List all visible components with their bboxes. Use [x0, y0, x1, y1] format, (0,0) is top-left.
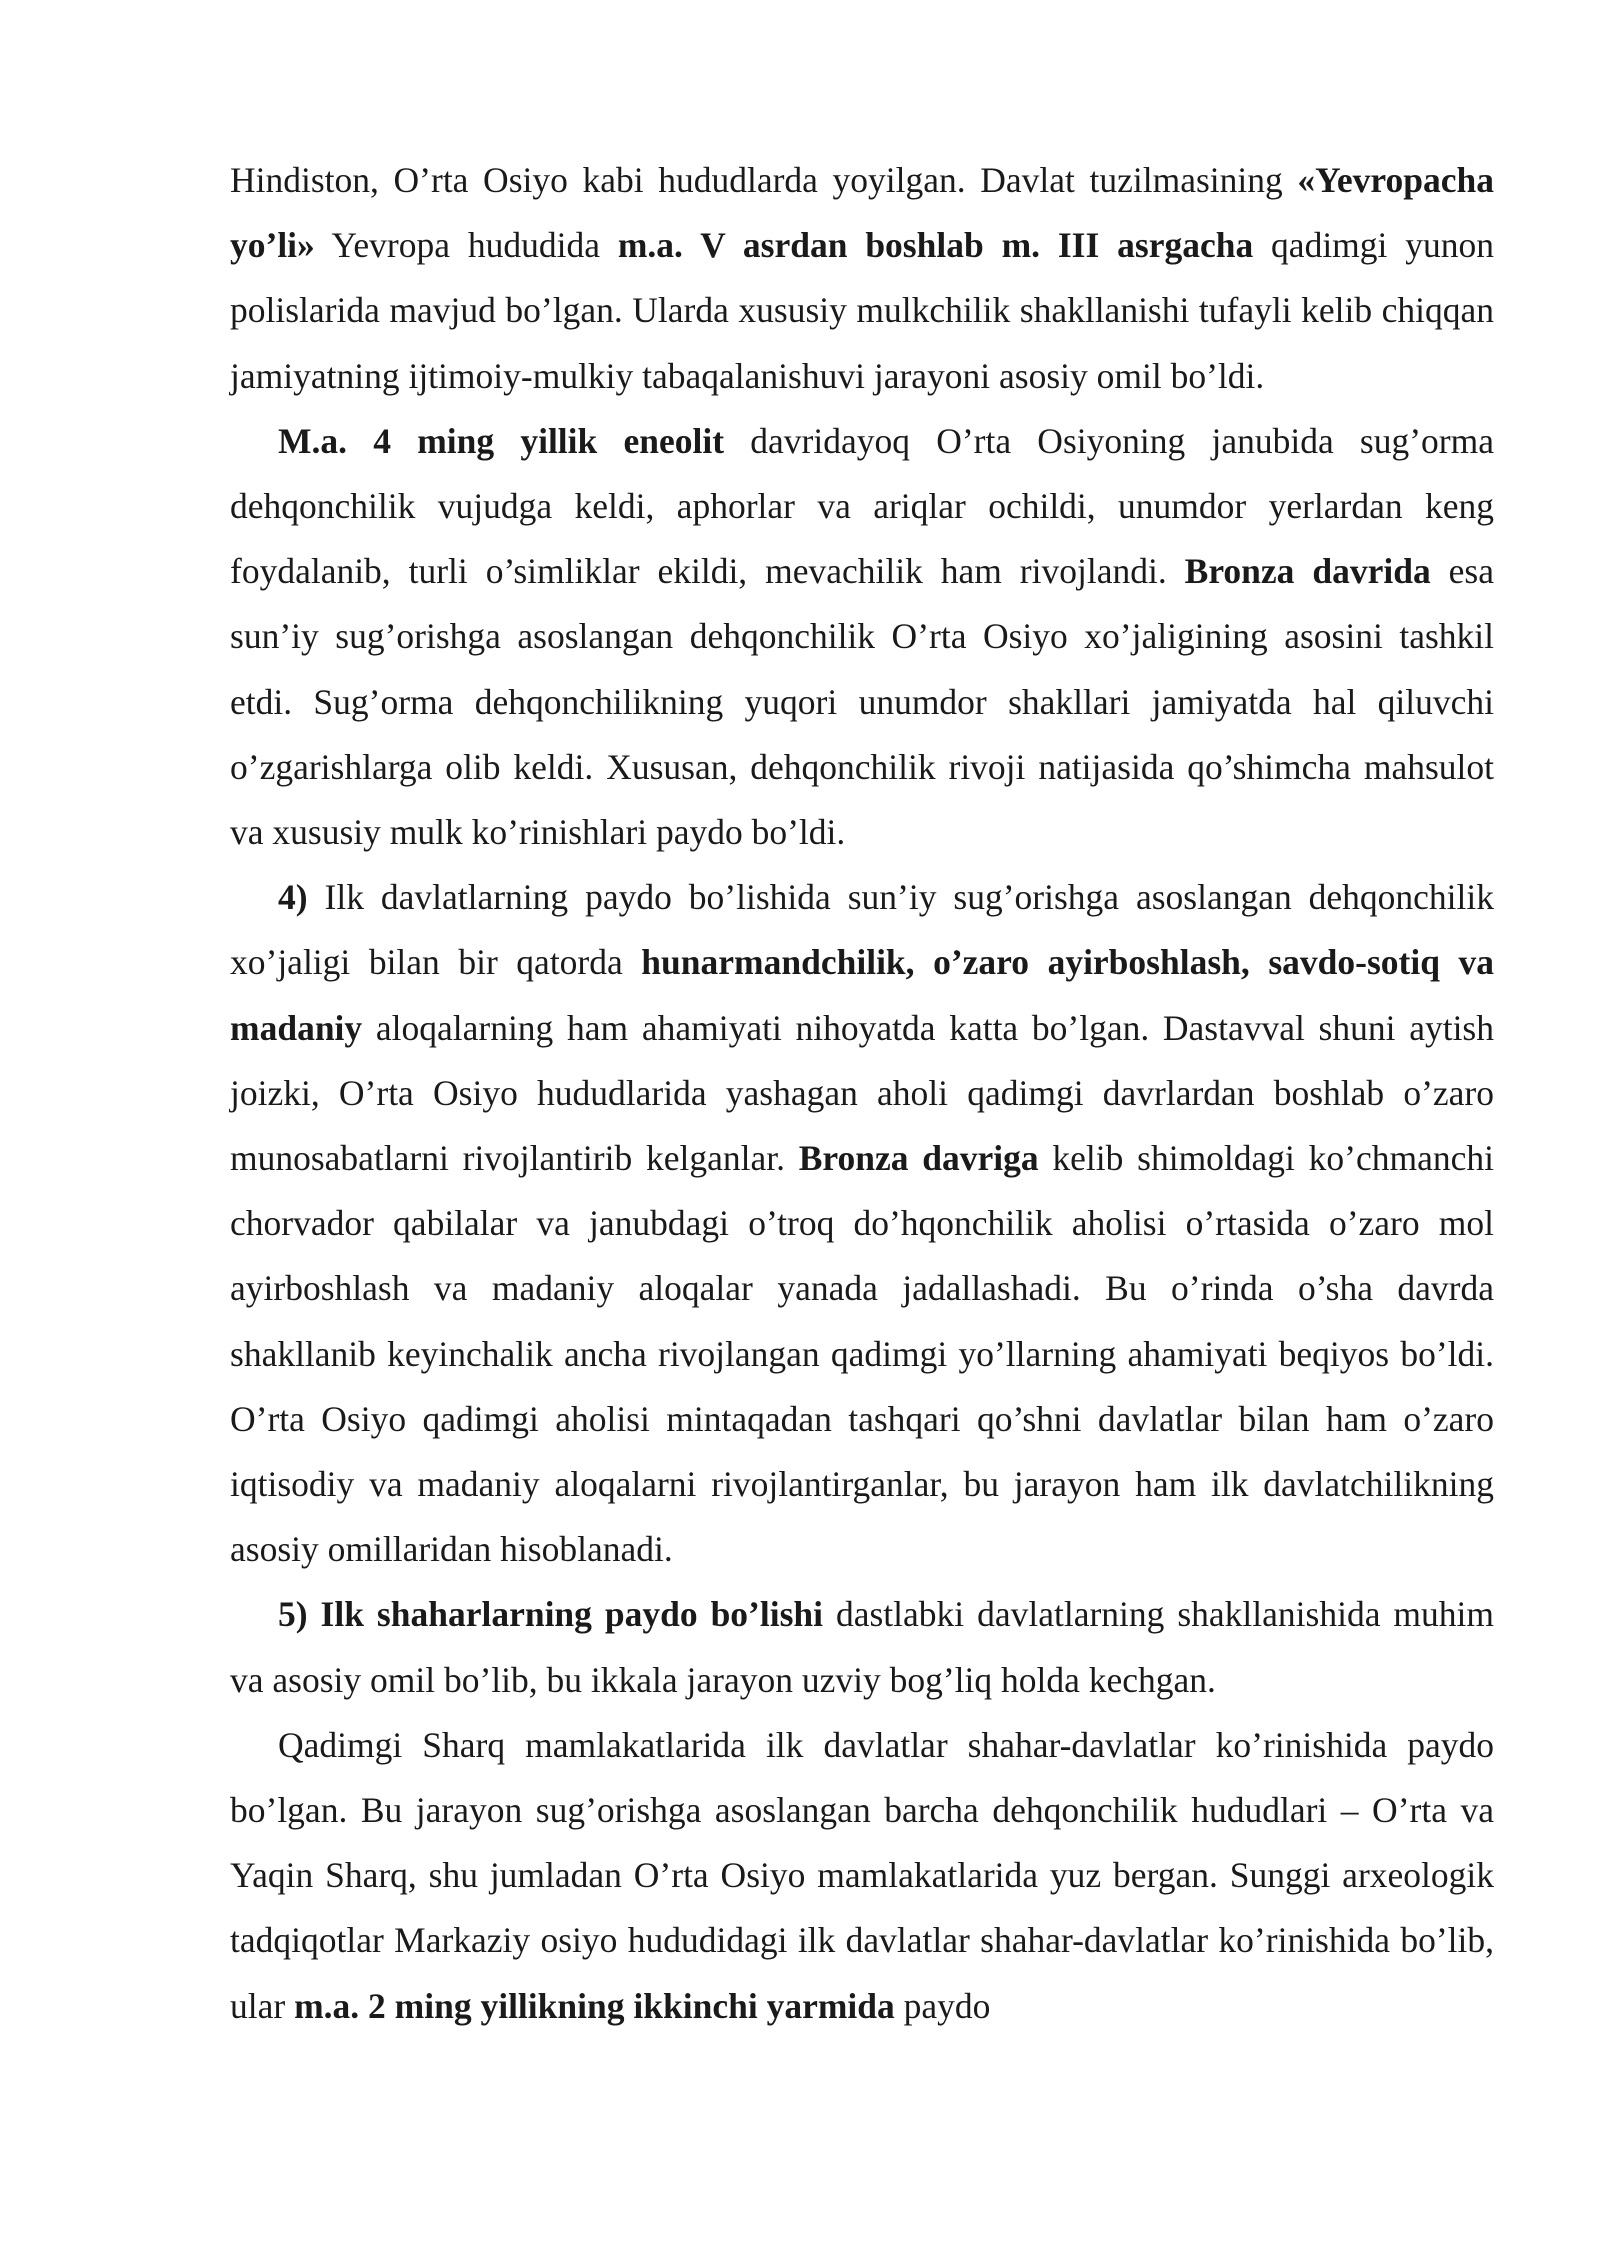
text-segment: esa sun’iy sug’orishga asoslangan dehqonchilik O’rta Osiyo xo’jaligining asosini tashkil etdi. Sug’orma dehqonchilikning yuqori unumdor shakllari jamiyatda hal qiluvchi o’zgarishlarga olib keldi. Xususan, dehqonchilik rivoji natijasida qo’shimcha mahsulot va xususiy mulk ko’rinishlari paydo bo’ldi. [230, 551, 1494, 853]
paragraph-4 [230, 1582, 1494, 1712]
text-segment: Yevropa hududida [314, 225, 618, 266]
paragraph-5 [230, 1713, 1494, 2039]
bold-text-segment: «Yevropacha yo’li» [230, 160, 1494, 266]
bold-text-segment: m.a. V asrdan boshlab m. III asrgacha [617, 225, 1254, 266]
bold-text-segment: Bronza davriga [798, 1138, 1039, 1179]
bold-text-segment: Bronza davrida [1184, 551, 1431, 592]
text-segment: dastlabki davlatlarning shakllanishida muhim va asosiy omil bo’lib, bu ikkala jarayon uzviy bog’liq holda kechgan. [230, 1594, 1494, 1700]
text-segment: davridayoq O’rta Osiyoning janubida sug’orma dehqonchilik vujudga keldi, aphorlar va ariqlar ochildi, unumdor yerlardan keng foydalanib, turli o’simliklar ekildi, mevachilik ham rivojlandi. [230, 420, 1494, 592]
bold-text-segment: 4) [278, 877, 308, 918]
text-segment: Hindiston, O’rta Osiyo kabi hududlarda yoyilgan. Davlat tuzilmasining [230, 160, 1298, 200]
text-segment: aloqalarning ham ahamiyati nihoyatda katta bo’lgan. Dastavval shuni aytish joizki, O’rta Osiyo hududlarida yashagan aholi qadimgi davrlardan boshlab o’zaro munosabatlarni rivojlantirib kelganlar. [230, 1007, 1494, 1179]
text-segment: qadimgi yunon polislarida mavjud bo’lgan. Ularda xususiy mulkchilik shakllanishi tufayli kelib chiqqan jamiyatning ijtimoiy-mulkiy tabaqalanishuvi jarayoni asosiy omil bo’ldi. [230, 225, 1494, 396]
paragraph-2 [230, 409, 1494, 865]
text-segment: Qadimgi Sharq mamlakatlarida ilk davlatlar shahar-davlatlar ko’rinishida paydo bo’lgan. Bu jarayon sug’orishga asoslangan barcha dehqonchilik hududlari – O’rta va Yaqin Sharq, shu jumladan O’rta Osiyo mamlakatlarida yuz bergan. Sunggi arxeologik tadqiqotlar Markaziy osiyo hududidagi ilk davlatlar shahar-davlatlar ko’rinishida bo’lib, ular [230, 1724, 1494, 2026]
bold-text-segment: 5) Ilk shaharlarning paydo bo’lishi [278, 1594, 824, 1635]
bold-text-segment: m.a. 2 ming yillikning ikkinchi yarmida [294, 1985, 895, 2026]
bold-text-segment: hunarmandchilik, o’zaro ayirboshlash, savdo-sotiq va madaniy [230, 942, 1494, 1048]
document-page [230, 148, 1494, 2039]
text-segment: Ilk davlatlarning paydo bo’lishida sun’iy sug’orishga asoslangan dehqonchilik xo’jaligi bilan bir qatorda [230, 877, 1494, 983]
paragraph-3 [230, 865, 1494, 1582]
bold-text-segment: M.a. 4 ming yillik eneolit [278, 420, 725, 461]
paragraph-1 [230, 148, 1494, 409]
text-segment: kelib shimoldagi ko’chmanchi chorvador qabilalar va janubdagi o’troq do’hqonchilik aholisi o’rtasida o’zaro mol ayirboshlash va madaniy aloqalar yanada jadallashadi. Bu o’rinda o’sha davrda shakllanib keyinchalik ancha rivojlangan qadimgi yo’llarning ahamiyati beqiyos bo’ldi. O’rta Osiyo qadimgi aholisi mintaqadan tashqari qo’shni davlatlar bilan ham o’zaro iqtisodiy va madaniy aloqalarni rivojlantirganlar, bu jarayon ham ilk davlatchilikning asosiy omillaridan hisoblanadi. [230, 1138, 1494, 1570]
text-segment: paydo [894, 1985, 991, 2026]
